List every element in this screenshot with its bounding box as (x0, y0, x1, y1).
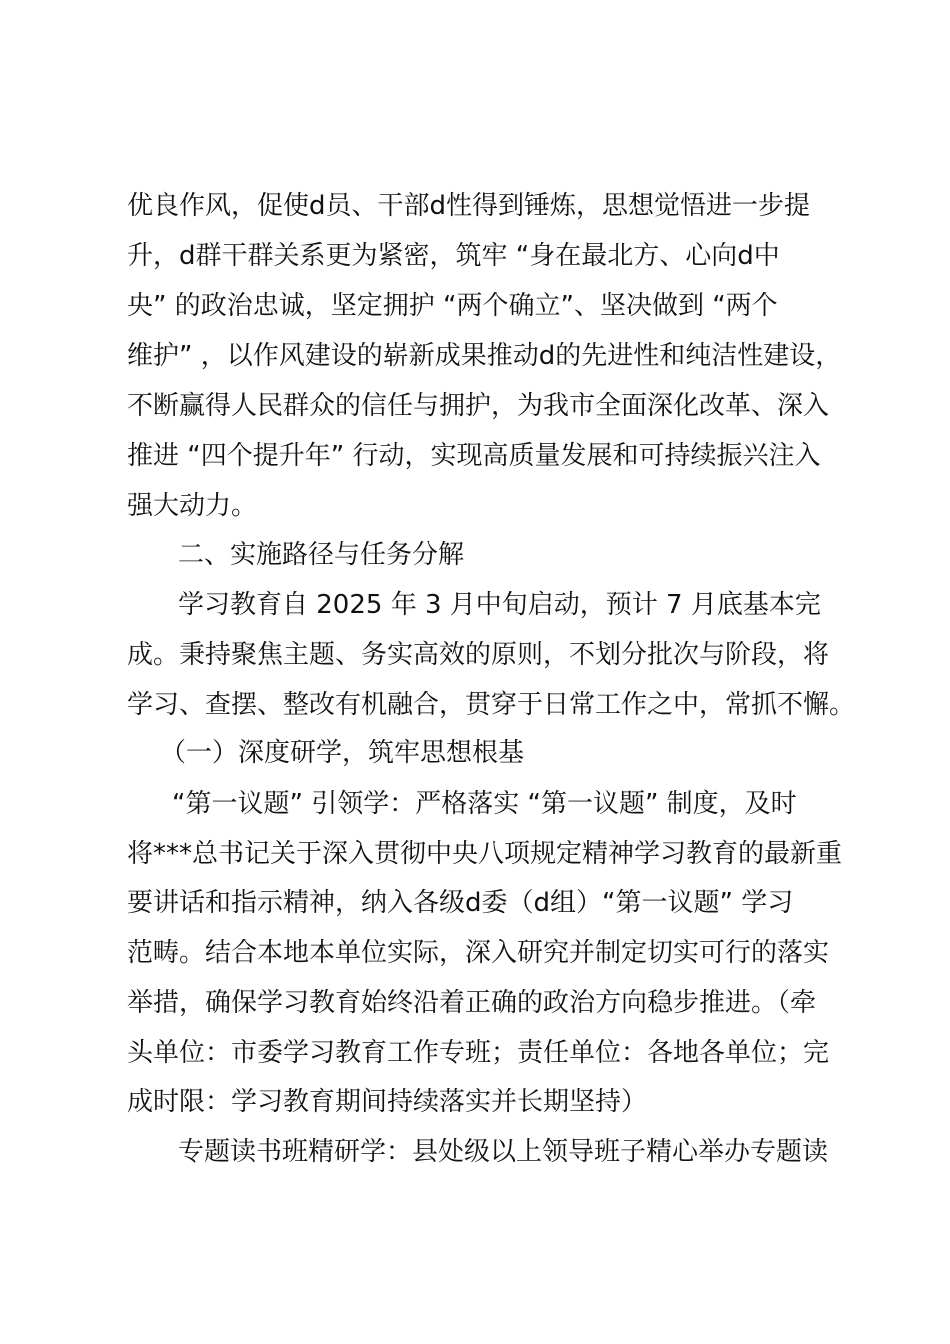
text-line: 升，d群干群关系更为紧密，筑牢 “身在最北方、心向d中 (127, 241, 780, 271)
text-line: 优良作风，促使d员、干部d性得到锤炼，思想觉悟进一步提 (127, 191, 811, 221)
text-line: 学习、查摆、整改有机融合，贯穿于日常工作之中，常抓不懈。 (127, 690, 856, 720)
text-line: “第一议题” 引领学：严格落实 “第一议题” 制度，及时 (172, 789, 797, 819)
text-line: 专题读书班精研学：县处级以上领导班子精心举办专题读 (178, 1137, 829, 1167)
text-line: 要讲话和指示精神，纳入各级d委（d组）“第一议题” 学习 (127, 888, 794, 918)
text-line: 不断赢得人民群众的信任与拥护，为我市全面深化改革、深入 (127, 391, 830, 421)
text-line: 维护” ，以作风建设的崭新成果推动d的先进性和纯洁性建设， (127, 341, 842, 371)
text-line: 推进 “四个提升年” 行动，实现高质量发展和可持续振兴注入 (127, 441, 821, 471)
text-line: 学习教育自 2025 年 3 月中旬启动，预计 7 月底基本完 (178, 590, 821, 620)
text-line: 成时限：学习教育期间持续落实并长期坚持） (127, 1087, 648, 1117)
text-line: 强大动力。 (127, 491, 258, 521)
text-line: 头单位：市委学习教育工作专班；责任单位：各地各单位；完 (127, 1038, 830, 1068)
text-line: 范畴。结合本地本单位实际，深入研究并制定切实可行的落实 (127, 938, 830, 968)
text-line: 举措，确保学习教育始终沿着正确的政治方向稳步推进。（牵 (127, 988, 817, 1018)
text-line: 成。秉持聚焦主题、务实高效的原则，不划分批次与阶段，将 (127, 640, 830, 670)
section-heading: 二、实施路径与任务分解 (178, 540, 465, 570)
subsection-heading: （一）深度研学，筑牢思想根基 (160, 738, 525, 768)
text-line: 将***总书记关于深入贯彻中央八项规定精神学习教育的最新重 (127, 839, 843, 869)
text-line: 央” 的政治忠诚，坚定拥护 “两个确立”、坚决做到 “两个 (127, 291, 778, 321)
